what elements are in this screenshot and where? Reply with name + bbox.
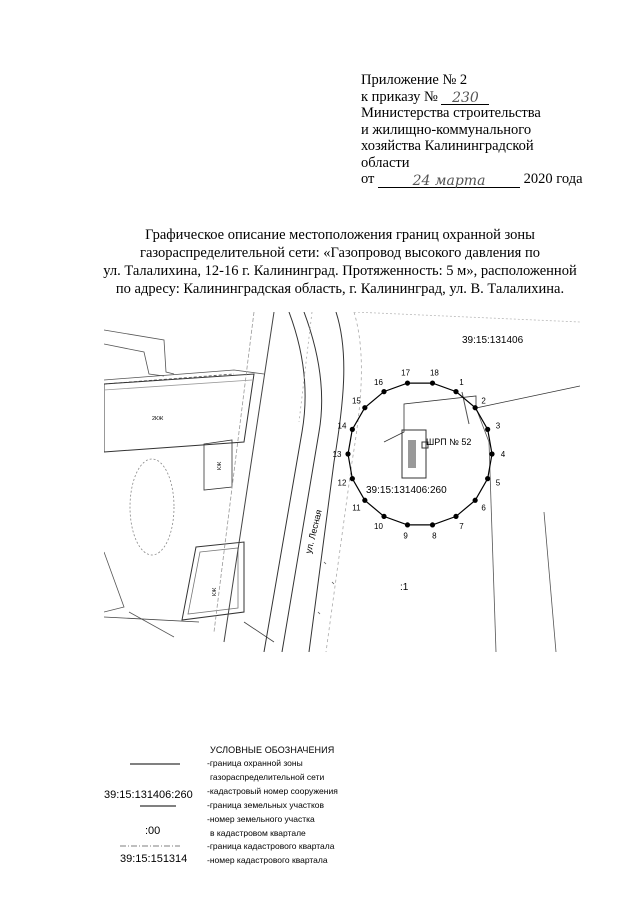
legend-title: УСЛОВНЫЕ ОБОЗНАЧЕНИЯ xyxy=(210,745,335,755)
zone-point-marker xyxy=(453,514,458,519)
legend-parcel-boundary-symbol xyxy=(140,804,176,808)
date-suffix: 2020 года xyxy=(523,171,583,187)
zone-point-marker xyxy=(350,427,355,432)
zone-point-label: 17 xyxy=(401,368,411,378)
legend-zone-line-1: -граница охранной зоны xyxy=(207,758,303,768)
shrp-label: ШРП № 52 xyxy=(426,437,472,447)
date-line xyxy=(361,171,601,188)
zone-point-label: 14 xyxy=(337,421,347,431)
ministry-line-1: Министерства строительства xyxy=(361,105,541,121)
legend-structure-desc: -кадастровый номер сооружения xyxy=(207,786,338,796)
zone-point-marker xyxy=(381,514,386,519)
order-prefix: к приказу № xyxy=(361,88,438,105)
zone-point-label: 18 xyxy=(429,368,439,378)
zone-point-label: 4 xyxy=(500,450,506,459)
cadastral-map xyxy=(104,312,580,652)
date-field xyxy=(378,173,520,188)
protection-zone-boundary xyxy=(348,383,492,525)
legend-zone-line-symbol xyxy=(130,762,180,766)
zone-point-label: 1 xyxy=(459,378,464,388)
legend-structure-key: 39:15:131406:260 xyxy=(104,789,193,801)
zone-point-label: 2 xyxy=(481,396,486,406)
legend xyxy=(100,745,360,870)
ministry-line-2: и жилищно-коммунального xyxy=(361,121,532,138)
order-number-field xyxy=(441,90,489,105)
zone-point-marker xyxy=(381,389,386,394)
zone-point-marker xyxy=(473,405,478,410)
zone-point-marker xyxy=(350,476,355,481)
legend-parcel-number-desc-2: в кадастровом квартале xyxy=(210,828,306,838)
zone-point-marker xyxy=(485,476,490,481)
ministry-line-4: области xyxy=(361,154,410,171)
parcel-number-label: :1 xyxy=(400,582,409,593)
title-line-1: Графическое описание местоположения границ охранной зоны xyxy=(145,227,535,243)
order-number-handwritten: 230 xyxy=(452,90,479,106)
zone-point-marker xyxy=(430,380,435,385)
zone-point-label: 16 xyxy=(374,378,383,388)
zone-point-marker xyxy=(362,405,367,410)
title-line-3: ул. Талалихина, 12-16 г. Калининград. Протяженность: 5 м», расположенной xyxy=(103,263,577,279)
document-title xyxy=(90,226,590,298)
zone-point-label: 5 xyxy=(495,478,501,488)
title-line-4: по адресу: Калининградская область, г. Калининград, ул. В. Талалихина. xyxy=(115,281,565,297)
zone-point-label: 9 xyxy=(403,531,408,541)
zone-point-marker xyxy=(405,522,410,527)
zone-point-label: 7 xyxy=(459,521,464,531)
building-label-2: КЖ xyxy=(217,461,223,470)
building-label-1: 2КЖ xyxy=(152,416,164,422)
protection-zone xyxy=(333,368,506,540)
zone-point-marker xyxy=(473,498,478,503)
zone-point-label: 15 xyxy=(351,396,361,406)
zone-point-label: 12 xyxy=(337,478,347,488)
legend-quarter-number-key: 39:15:151314 xyxy=(120,853,188,865)
quarter-number-label: 39:15:131406 xyxy=(462,335,524,346)
zone-point-label: 8 xyxy=(432,531,437,541)
appendix-line-1: Приложение № 2 xyxy=(361,72,468,88)
zone-point-marker xyxy=(345,451,350,456)
building-label-3: КЖ xyxy=(212,587,218,596)
zone-point-label: 6 xyxy=(481,503,486,513)
zone-points xyxy=(333,368,506,540)
legend-parcel-number-desc-1: -номер земельного участка xyxy=(207,814,315,824)
legend-parcel-boundary-desc: -граница земельных участков xyxy=(207,800,325,810)
zone-point-marker xyxy=(405,380,410,385)
title-line-2: газораспределительной сети: «Газопровод высокого давления по xyxy=(140,245,540,261)
street-label: ул. Лесная xyxy=(303,508,324,555)
appendix-header xyxy=(361,72,601,188)
zone-point-marker xyxy=(453,389,458,394)
legend-quarter-boundary-desc: -граница кадастрового квартала xyxy=(207,841,335,851)
legend-quarter-boundary-symbol xyxy=(120,844,180,848)
ministry-line-3: хозяйства Калининградской xyxy=(361,138,534,154)
zone-point-label: 13 xyxy=(332,450,342,459)
zone-point-label: 10 xyxy=(374,521,383,531)
zone-point-label: 11 xyxy=(352,503,361,513)
structure-number-label: 39:15:131406:260 xyxy=(366,485,447,496)
zone-point-label: 3 xyxy=(495,421,501,431)
date-prefix: от xyxy=(361,171,375,187)
shrp-structure xyxy=(402,392,472,478)
zone-point-marker xyxy=(362,498,367,503)
order-line xyxy=(361,89,601,106)
zone-point-marker xyxy=(430,522,435,527)
legend-parcel-number-key: :00 xyxy=(145,825,161,837)
legend-quarter-number-desc: -номер кадастрового квартала xyxy=(207,855,328,865)
zone-point-marker xyxy=(485,427,490,432)
zone-point-marker xyxy=(489,451,494,456)
legend-zone-line-2: газораспределительной сети xyxy=(210,772,325,782)
date-handwritten: 24 марта xyxy=(412,172,486,189)
